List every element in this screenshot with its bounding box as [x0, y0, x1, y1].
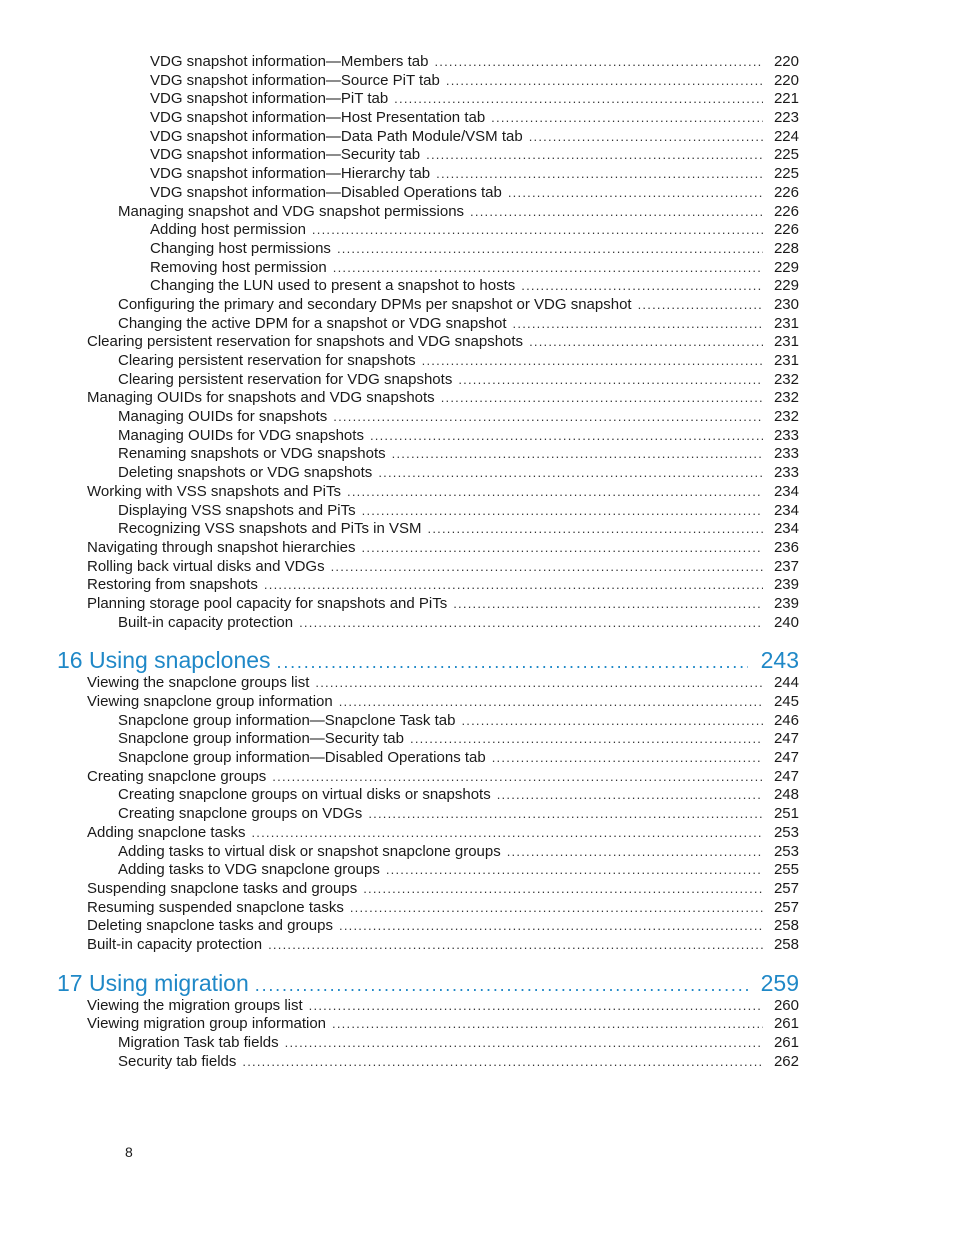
toc-entry-title: VDG snapshot information—Source PiT tab	[150, 71, 440, 89]
toc-entry-page: 246	[773, 711, 799, 729]
toc-entry[interactable]	[0, 277, 954, 296]
toc-entry-page: 220	[773, 53, 799, 70]
toc-entry-title: Resuming suspended snapclone tasks	[87, 898, 344, 916]
leader-dots	[362, 502, 763, 521]
toc-entry-title: Clearing persistent reservation for VDG snapshots	[118, 370, 453, 388]
toc-entry-title: VDG snapshot information—Host Presentation tab	[150, 109, 486, 127]
toc-entry-title: Adding host permission	[150, 221, 306, 239]
leader-dots	[507, 843, 763, 862]
toc-entry-title: Creating snapclone groups on virtual disks or snapshots	[118, 786, 491, 804]
toc-entry-title: Changing the LUN used to present a snapshot to hosts	[150, 277, 516, 295]
toc-entry-title: Snapclone group information—Snapclone Task tab	[118, 711, 456, 729]
toc-entry-page: 239	[773, 576, 799, 594]
toc-entry[interactable]	[0, 72, 954, 91]
toc-entry-page: 234	[773, 520, 799, 538]
toc-entry[interactable]	[0, 389, 954, 408]
toc-entry-page: 260	[773, 996, 799, 1014]
toc-entry-page: 253	[773, 823, 799, 841]
toc-entry-page: 232	[773, 370, 799, 388]
leader-dots	[492, 749, 763, 768]
toc-entry[interactable]	[0, 146, 954, 165]
toc-entry[interactable]	[0, 786, 954, 805]
leader-dots	[264, 576, 763, 595]
toc-entry-title: Deleting snapshots or VDG snapshots	[118, 464, 373, 482]
leader-dots	[434, 53, 763, 72]
toc-entry[interactable]	[0, 712, 954, 731]
toc-entry-title: Managing OUIDs for VDG snapshots	[118, 426, 364, 444]
toc-entry-page: 226	[773, 202, 799, 220]
leader-dots	[446, 72, 763, 91]
leader-dots	[347, 483, 763, 502]
leader-dots	[332, 1015, 763, 1034]
toc-entry-title: Removing host permission	[150, 258, 327, 276]
toc-entry[interactable]	[0, 997, 954, 1016]
leader-dots	[426, 146, 763, 165]
chapter-page: 243	[760, 647, 799, 674]
toc-entry[interactable]	[0, 371, 954, 390]
toc-entry[interactable]	[0, 483, 954, 502]
table-of-contents	[0, 53, 954, 1071]
toc-entry[interactable]	[0, 352, 954, 371]
toc-entry[interactable]	[0, 824, 954, 843]
toc-entry-title: Adding tasks to virtual disk or snapshot snapclone groups	[118, 842, 501, 860]
leader-dots	[337, 240, 763, 259]
toc-entry[interactable]	[0, 917, 954, 936]
toc-entry[interactable]	[0, 464, 954, 483]
toc-entry-title: Displaying VSS snapshots and PiTs	[118, 501, 356, 519]
toc-entry[interactable]	[0, 861, 954, 880]
toc-entry-page: 236	[773, 538, 799, 556]
toc-entry-title: Viewing snapclone group information	[87, 693, 333, 710]
leader-dots	[392, 445, 763, 464]
toc-entry-page: 231	[773, 314, 799, 332]
toc-entry[interactable]	[0, 109, 954, 128]
toc-entry-page: 244	[773, 674, 799, 692]
leader-dots	[497, 786, 763, 805]
toc-entry[interactable]	[0, 427, 954, 446]
toc-entry[interactable]	[0, 539, 954, 558]
leader-dots	[378, 464, 763, 483]
toc-entry[interactable]	[0, 936, 954, 955]
leader-dots	[299, 614, 763, 633]
leader-dots	[441, 389, 763, 408]
toc-entry-page: 225	[773, 146, 799, 164]
toc-entry[interactable]	[0, 408, 954, 427]
toc-entry[interactable]	[0, 221, 954, 240]
toc-entry-title: Suspending snapclone tasks and groups	[87, 879, 358, 897]
toc-entry-title: Built-in capacity protection	[87, 935, 263, 953]
toc-entry-page: 247	[773, 749, 799, 767]
toc-entry-title: VDG snapshot information—Members tab	[150, 53, 429, 70]
toc-entry-title: VDG snapshot information—Disabled Operations tab	[150, 183, 502, 201]
toc-entry[interactable]	[0, 749, 954, 768]
leader-dots	[491, 109, 763, 128]
leader-dots	[368, 805, 763, 824]
toc-entry[interactable]	[0, 502, 954, 521]
leader-dots	[339, 917, 763, 936]
toc-entry-title: Managing OUIDs for snapshots and VDG snapshots	[87, 389, 435, 407]
leader-dots	[453, 595, 763, 614]
toc-entry-title: VDG snapshot information—Hierarchy tab	[150, 165, 431, 183]
toc-entry-title: Rolling back virtual disks and VDGs	[87, 557, 325, 575]
toc-entry[interactable]	[0, 520, 954, 539]
toc-group-chapter-15-continued	[0, 53, 954, 632]
toc-entry-page: 233	[773, 445, 799, 463]
leader-dots	[422, 352, 763, 371]
leader-dots	[521, 277, 763, 296]
toc-entry-page: 247	[773, 730, 799, 748]
chapter-page: 259	[760, 969, 799, 996]
toc-entry-page: 261	[773, 1015, 799, 1033]
toc-entry-title: Navigating through snapshot hierarchies	[87, 538, 356, 556]
toc-entry-page: 232	[773, 389, 799, 407]
toc-entry-title: Clearing persistent reservation for snapshots and VDG snapshots	[87, 333, 524, 351]
toc-entry[interactable]	[0, 595, 954, 614]
toc-entry-title: Working with VSS snapshots and PiTs	[87, 482, 342, 500]
page-number: 8	[125, 1144, 133, 1160]
toc-entry-page: 224	[773, 127, 799, 145]
toc-entry[interactable]	[0, 674, 954, 693]
leader-dots	[529, 333, 763, 352]
toc-entry-page: 231	[773, 333, 799, 351]
toc-group-chapter-17	[0, 997, 954, 1072]
toc-entry-page: 251	[773, 805, 799, 823]
toc-entry[interactable]	[0, 184, 954, 203]
toc-entry-title: VDG snapshot information—Data Path Module/VSM tab	[150, 127, 523, 145]
toc-entry[interactable]	[0, 558, 954, 577]
toc-entry[interactable]	[0, 240, 954, 259]
toc-entry-title: Viewing the snapclone groups list	[87, 674, 310, 692]
toc-entry-page: 225	[773, 165, 799, 183]
leader-dots	[312, 221, 763, 240]
toc-entry-title: Changing the active DPM for a snapshot or VDG snapshot	[118, 314, 507, 332]
toc-entry-page: 228	[773, 239, 799, 257]
toc-entry-title: Changing host permissions	[150, 239, 331, 257]
leader-dots	[410, 730, 763, 749]
toc-entry-title: Recognizing VSS snapshots and PiTs in VSM	[118, 520, 422, 538]
toc-entry-page: 233	[773, 464, 799, 482]
toc-entry-page: 262	[773, 1052, 799, 1070]
toc-entry[interactable]	[0, 843, 954, 862]
toc-entry-title: Snapclone group information—Security tab	[118, 730, 404, 748]
leader-dots	[458, 371, 763, 390]
leader-dots	[513, 315, 763, 334]
toc-entry-title: Security tab fields	[118, 1052, 237, 1070]
toc-entry-title: Clearing persistent reservation for snapshots	[118, 352, 416, 369]
toc-entry-page: 234	[773, 501, 799, 519]
toc-entry-title: Adding tasks to VDG snapclone groups	[118, 861, 380, 879]
leader-dots	[315, 674, 763, 693]
toc-entry-title: VDG snapshot information—Security tab	[150, 146, 421, 164]
toc-entry-page: 240	[773, 613, 799, 631]
toc-entry-title: Creating snapclone groups	[87, 767, 267, 785]
chapter-title: 17 Using migration	[57, 969, 249, 996]
toc-entry-title: Built-in capacity protection	[118, 613, 294, 631]
chapter-title: 16 Using snapclones	[57, 647, 271, 674]
leader-dots	[386, 861, 763, 880]
leader-dots	[339, 693, 763, 712]
leader-dots	[638, 296, 763, 315]
leader-dots	[333, 408, 763, 427]
leader-dots	[268, 936, 763, 955]
leader-dots	[461, 712, 763, 731]
toc-entry-page: 231	[773, 352, 799, 369]
toc-entry-page: 226	[773, 183, 799, 201]
toc-entry-title: Creating snapclone groups on VDGs	[118, 805, 363, 823]
toc-entry-page: 233	[773, 426, 799, 444]
leader-dots	[350, 899, 763, 918]
leader-dots	[272, 768, 763, 787]
leader-dots	[333, 259, 763, 278]
toc-entry[interactable]	[0, 445, 954, 464]
toc-entry-page: 258	[773, 935, 799, 953]
toc-entry[interactable]	[0, 880, 954, 899]
toc-entry[interactable]	[0, 128, 954, 147]
toc-entry[interactable]	[0, 899, 954, 918]
toc-entry[interactable]	[0, 693, 954, 712]
toc-entry-page: 248	[773, 786, 799, 804]
toc-entry-page: 245	[773, 693, 799, 710]
toc-entry[interactable]	[0, 333, 954, 352]
toc-entry[interactable]	[0, 53, 954, 72]
toc-entry-page: 226	[773, 221, 799, 239]
leader-dots	[436, 165, 763, 184]
leader-dots	[331, 558, 763, 577]
toc-entry-page: 229	[773, 277, 799, 295]
toc-entry-page: 247	[773, 767, 799, 785]
leader-dots	[309, 997, 763, 1016]
toc-entry-title: Managing OUIDs for snapshots	[118, 408, 328, 426]
toc-entry[interactable]	[0, 1034, 954, 1053]
toc-entry-page: 258	[773, 917, 799, 935]
toc-entry[interactable]	[0, 576, 954, 595]
toc-entry-title: VDG snapshot information—PiT tab	[150, 90, 389, 108]
leader-dots	[285, 1034, 763, 1053]
toc-entry[interactable]	[0, 296, 954, 315]
toc-entry-page: 257	[773, 879, 799, 897]
toc-entry[interactable]	[0, 315, 954, 334]
toc-entry-page: 230	[773, 295, 799, 313]
toc-entry[interactable]	[0, 730, 954, 749]
toc-entry[interactable]	[0, 768, 954, 787]
leader-dots	[508, 184, 763, 203]
leader-dots	[394, 90, 763, 109]
leader-dots	[428, 520, 764, 539]
toc-entry-page: 253	[773, 842, 799, 860]
toc-entry-title: Adding snapclone tasks	[87, 823, 246, 841]
leader-dots	[529, 128, 763, 147]
leader-dots	[277, 648, 748, 676]
toc-entry-title: Migration Task tab fields	[118, 1034, 279, 1051]
toc-entry-page: 237	[773, 557, 799, 575]
toc-entry[interactable]	[0, 805, 954, 824]
leader-dots	[362, 539, 764, 558]
toc-entry-title: Viewing the migration groups list	[87, 996, 303, 1014]
toc-entry[interactable]	[0, 1053, 954, 1072]
toc-entry-title: Managing snapshot and VDG snapshot permissions	[118, 202, 465, 220]
toc-chapter-17[interactable]	[0, 969, 954, 997]
leader-dots	[242, 1053, 763, 1072]
toc-entry-title: Restoring from snapshots	[87, 576, 258, 594]
toc-entry-title: Renaming snapshots or VDG snapshots	[118, 445, 386, 463]
toc-entry[interactable]	[0, 1015, 954, 1034]
toc-entry-title: Deleting snapclone tasks and groups	[87, 917, 333, 935]
toc-entry[interactable]	[0, 203, 954, 222]
toc-entry[interactable]	[0, 259, 954, 278]
toc-entry-page: 229	[773, 258, 799, 276]
leader-dots	[255, 971, 748, 999]
toc-entry-title: Snapclone group information—Disabled Operations tab	[118, 749, 486, 767]
toc-entry[interactable]	[0, 614, 954, 633]
toc-group-chapter-16	[0, 674, 954, 954]
toc-entry-title: Planning storage pool capacity for snapshots and PiTs	[87, 594, 448, 612]
toc-entry-page: 221	[773, 90, 799, 108]
leader-dots	[470, 203, 763, 222]
toc-entry[interactable]	[0, 90, 954, 109]
toc-entry-page: 261	[773, 1034, 799, 1051]
leader-dots	[251, 824, 763, 843]
leader-dots	[370, 427, 763, 446]
toc-entry-page: 234	[773, 482, 799, 500]
toc-entry[interactable]	[0, 165, 954, 184]
toc-entry-page: 232	[773, 408, 799, 426]
toc-entry-page: 255	[773, 861, 799, 879]
toc-entry-page: 257	[773, 898, 799, 916]
toc-entry-page: 239	[773, 594, 799, 612]
toc-chapter-16[interactable]	[0, 646, 954, 674]
toc-entry-title: Configuring the primary and secondary DPMs per snapshot or VDG snapshot	[118, 295, 632, 313]
leader-dots	[363, 880, 763, 899]
toc-entry-page: 220	[773, 71, 799, 89]
toc-entry-page: 223	[773, 109, 799, 127]
toc-entry-title: Viewing migration group information	[87, 1015, 327, 1033]
